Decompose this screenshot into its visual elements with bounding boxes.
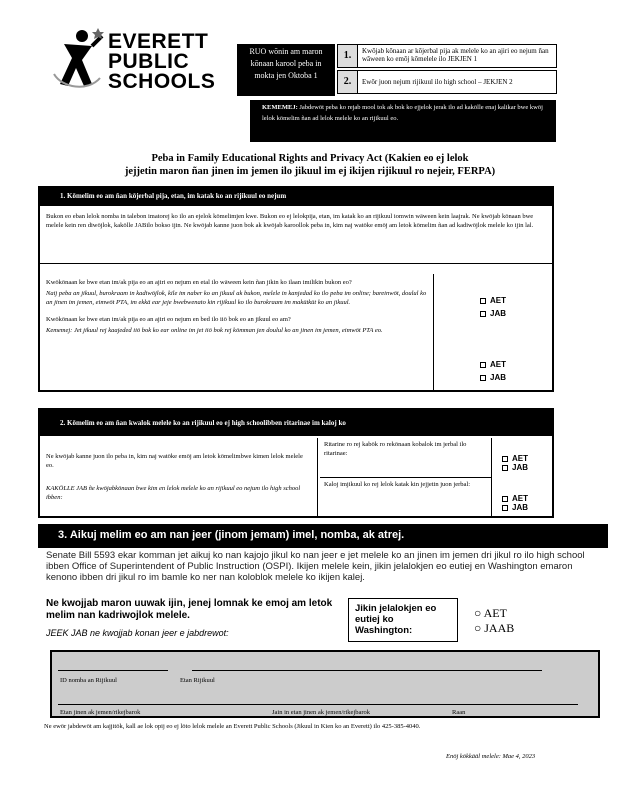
q2-no-option[interactable]: JAB [480, 373, 506, 382]
radio-icon: ○ [474, 621, 482, 635]
section-2-note: KAKŌLLE JAB ñe kwōjabkōnaan bwe kim en lelok melele ko an rijikuul eo nejum ilo high school ibben: [46, 485, 301, 501]
colleges-yes-option[interactable]: AET [502, 494, 528, 503]
recruiters-no-option[interactable]: JAB [502, 463, 528, 472]
signature-line[interactable] [58, 704, 578, 705]
date-label: Raan [452, 709, 466, 716]
footer-text: Ne ewōr jabdewōt am kajjitōk, kall ae lok opij eo ej lōto lelok melele an Everett Public Schools (Jikuul in Kien ko an Everett) ilo 425-385-4040. [44, 723, 421, 730]
reminder-text: Jabdewōt peba ko rejab mool tok ak bok ko ejjelok jerak ilo ad kakōlle enaj kalikar bwe kwōj lelok kōmelim ñan ad lelok melele ko an rijikuul eo. [262, 104, 543, 122]
checkbox-icon [480, 298, 486, 304]
header-row-2 [337, 70, 557, 94]
section-3-body: Senate Bill 5593 ekar komman jet aikuj ko nan kajojo jikul ko nan jeer e jet melele ko an jinen im jemen dri jikul ro ilo high school ibben Office of Superintendent of Public Instruction (OSPI). Ikijen melele kein, jikin jelalokjen eo eutiej en Washington emaron kenono ibben dri jikul ro im bamle ko ner nan koloblok melele ko ikijen kalej. [46, 550, 585, 583]
section-1 [38, 186, 554, 392]
signature-box [50, 650, 600, 718]
parent-name-label: Etan jinen ak jemen/rikejbarok [60, 709, 141, 716]
logo-figure-icon [52, 26, 104, 94]
question-2: Kwōkōnaan ke bwe etan im/ak pija eo an ajiri eo nejum en bed ilo iiō bok eo an jikuul eo am? [46, 316, 291, 323]
student-name-line[interactable] [192, 670, 542, 671]
logo-line-1: EVERETT [108, 30, 209, 53]
updated-date: Enōj kōkkāāl melele: Mae 4, 2023 [446, 753, 536, 760]
section-3-note: JEEK JAB ne kwojjab konan jeer e jabdrewot: [46, 628, 229, 638]
colleges-no-option[interactable]: JAB [502, 503, 528, 512]
page-title [60, 152, 560, 178]
row-1-number: 1. [338, 45, 358, 67]
section-2-question: Ne kwōjab kanne juon ilo peba in, kim naj watōke emōj am letok kōmelimbwe kimen lelok melele eo. [46, 453, 303, 469]
recruiters-label: Ritarine ro rej kabōk ro rekōnaan kobalok im jerbal ilo ritarinae: [320, 438, 492, 478]
reminder-note [250, 100, 556, 142]
radio-icon: ○ [474, 606, 482, 620]
recruiters-yes-option[interactable]: AET [502, 454, 528, 463]
checkbox-icon [502, 456, 508, 462]
id-number-label: ID nomba an Rijikuul [60, 677, 117, 684]
q1-yes-option[interactable]: AET [480, 296, 506, 305]
question-1-detail: Naij peba an jikuul, burokraam in kadiwōjlok, kile im naber ko an jikuul ak bukon, melele in kanjedad ko ilo peba im online; bareinwōt, doulul ko an jinen im jemen, eimwōt PTA, im ekkā ear jeje bwebwenato kin rijikuul ko ilo burokraam im makūtkūt ko an jikuul. [46, 290, 427, 306]
deadline-box: RUO wōnin am maron kōnaan karool peba in mokta jen Oktoba 1 [237, 44, 335, 96]
header-row-1 [337, 44, 557, 68]
reminder-label: KEMEMEJ: [262, 104, 298, 111]
q2-yes-option[interactable]: AET [480, 360, 506, 369]
question-2-detail: Kememej: Jet jikuul rej kaajeded iiō bok ko ear online im jet iiō bok rej kōmman jen doulul ko an jinen im jemen, eimwōt PTA eo. [46, 327, 383, 334]
checkbox-icon [480, 311, 486, 317]
section-2-heading: 2. Kōmelim eo am ñan kwalok melele ko an rijikuul eo ej high schoolibben ritarinae im kaloj ko [40, 410, 552, 436]
higher-ed-label: Jikin jelalokjen eo eutiej ko Washington: [348, 598, 458, 642]
id-number-line[interactable] [58, 670, 168, 671]
q1-no-option[interactable]: JAB [480, 309, 506, 318]
logo-line-2: PUBLIC [108, 50, 190, 73]
logo-line-3: SCHOOLS [108, 70, 216, 93]
logo [52, 26, 216, 96]
checkbox-icon [502, 505, 508, 511]
question-1: Kwōkōnaan ke bwe etan im/ak pija eo an ajiri eo nejum en etal ilo wāween kein ñan jikin ko ilaan imilikin bukon eo? [46, 279, 352, 286]
checkbox-icon [480, 375, 486, 381]
section-3-heading: 3. Aikuj melim eo am nan jeer (jinom jemam) imel, nomba, ak atrej. [38, 524, 608, 548]
section-1-intro: Bukon eo eban lelok nomba in talebon imatorej ko ilo an ejelok kōmelimjen kwe. Bukon eo ej lelokpija, etan, im katak ko an rijikuul iomwin wāween kein laajrak. Ne kwōjab kōnaan bwe melele kein ren diwōjlok, kakōlle JABilo bokso ijin. Ne kwōjab kanne juon bok ak kwōjab karoollok peba in, kim naj watōke emōj am letok kōmelim ñan ad kadiwōjlok melele ko ijin lal. [40, 206, 552, 264]
s3-no-option[interactable]: ○ JAAB [474, 621, 515, 635]
checkbox-icon [502, 496, 508, 502]
signature-label: Jain in etan jinen ak jemen/rikejbarok [272, 709, 371, 716]
colleges-label: Kaloj imjikuul ko rej lelok katak kin jejjetin juon jerbal: [320, 478, 492, 516]
section-2 [38, 408, 554, 518]
checkbox-icon [502, 465, 508, 471]
row-2-number: 2. [338, 71, 358, 93]
title-line-1: Peba in Family Educational Rights and Privacy Act (Kakien eo ej lelok [151, 153, 469, 164]
s3-yes-option[interactable]: ○ AET [474, 606, 507, 620]
section-3-question: Ne kwojjab maron uuwak ijin, jenej lomnak ke emoj am letok melim nan kadriwojlok melele. [46, 598, 333, 621]
section-1-heading: 1. Kōmelim eo am ñan kōjerbal pija, etan, im katak ko an rijikuul eo nejum [40, 188, 552, 206]
section-3 [38, 524, 608, 642]
row-1-text: Kwōjab kōnaan ar kōjerbal pija ak melele ko an ajiri eo nejum ñan wāween ko emōj kōmelele ilo JEKJEN 1 [362, 47, 549, 63]
row-2-text: Ewōr juon nejum rijikuul ilo high school – JEKJEN 2 [362, 78, 513, 86]
student-name-label: Etan Rijikuul [180, 677, 215, 684]
title-line-2: jejjetin maron ñan jinen im jemen ilo jikuul im ej ikijen rijikuul ro nejeir, FERPA) [124, 166, 496, 177]
checkbox-icon [480, 362, 486, 368]
